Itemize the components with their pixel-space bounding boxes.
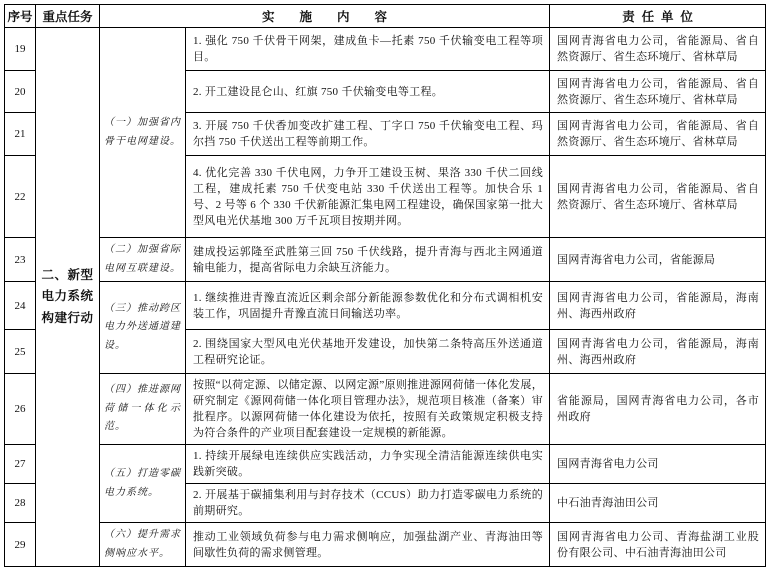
subtask-5-cell: （五）打造零碳电力系统。 [100,445,186,523]
row-23-number: 23 [5,238,36,282]
row-24-unit: 国网青海省电力公司，省能源局，海南州、海西州政府 [550,282,766,330]
table-row [5,28,766,71]
header-unit-label: 责任单位 [622,10,700,24]
table-row [5,374,766,445]
header-content-label: 实施内容 [262,10,413,24]
header-unit [550,5,766,28]
row-28-unit: 中石油青海油田公司 [550,484,766,523]
row-25-unit: 国网青海省电力公司，省能源局，海南州、海西州政府 [550,330,766,374]
header-no: 序号 [5,5,36,28]
row-27-content: 1. 持续开展绿电连续供应实践活动，力争实现全清洁能源连续供电实践新突破。 [186,445,550,484]
row-26-content: 按照“以荷定源、以储定源、以网定源”原则推进源网荷储一体化发展，研究制定《源网荷储一体化项目管理办法》，规范项目核准（备案）审批程序。以源网荷储一体化建设为依托，按照有关政策规定积极支持为符合条件的产业项目配套建设一定规模的新能源。 [186,374,550,445]
row-21-content: 3. 开展 750 千伏香加变改扩建工程、丁字口 750 千伏输变电工程、玛尔挡 750 千伏送出工程等前期工作。 [186,113,550,156]
row-26-number: 26 [5,374,36,445]
row-29-content: 推动工业领域负荷参与电力需求侧响应，加强盐湖产业、青海油田等间歇性负荷的需求侧管理。 [186,523,550,567]
row-25-content: 2. 围绕国家大型风电光伏基地开发建设，加快第二条特高压外送通道工程研究论证。 [186,330,550,374]
row-29-number: 29 [5,523,36,567]
row-25-number: 25 [5,330,36,374]
header-task: 重点任务 [36,5,100,28]
row-22-number: 22 [5,156,36,238]
subtask-6-cell: （六）提升需求侧响应水平。 [100,523,186,567]
row-29-unit: 国网青海省电力公司、青海盐湖工业股份有限公司、中石油青海油田公司 [550,523,766,567]
row-21-number: 21 [5,113,36,156]
row-26-unit: 省能源局，国网青海省电力公司，各市州政府 [550,374,766,445]
subtask-4-cell: （四）推进源网荷储一体化示范。 [100,374,186,445]
row-20-content: 2. 开工建设昆仑山、红旗 750 千伏输变电等工程。 [186,71,550,113]
row-27-unit: 国网青海省电力公司 [550,445,766,484]
row-19-unit: 国网青海省电力公司，省能源局、省自然资源厅、省生态环境厅、省林草局 [550,28,766,71]
row-21-unit: 国网青海省电力公司，省能源局、省自然资源厅、省生态环境厅、省林草局 [550,113,766,156]
header-row [5,5,766,28]
row-22-unit: 国网青海省电力公司，省能源局、省自然资源厅、省生态环境厅、省林草局 [550,156,766,238]
row-22-content: 4. 优化完善 330 千伏电网，力争开工建设玉树、果洛 330 千伏二回线工程，建成托素 750 千伏变电站 330 千伏送出工程等。加快合乐 1 号、2 号等 6 个 330 千伏新能源汇集电网工程建设，确保国家第一批大型风电光伏基地 300 万千瓦项目按期并网。 [186,156,550,238]
row-23-unit: 国网青海省电力公司，省能源局 [550,238,766,282]
subtask-3-cell: （三）推动跨区电力外送通道建设。 [100,282,186,374]
implementation-table [4,4,766,567]
table-row [5,523,766,567]
row-20-number: 20 [5,71,36,113]
subtask-2-cell: （二）加强省际电网互联建设。 [100,238,186,282]
row-19-content: 1. 强化 750 千伏骨干网架，建成鱼卡—托素 750 千伏输变电工程等项目。 [186,28,550,71]
header-content [100,5,550,28]
row-28-number: 28 [5,484,36,523]
row-20-unit: 国网青海省电力公司，省能源局、省自然资源厅、省生态环境厅、省林草局 [550,71,766,113]
row-28-content: 2. 开展基于碳捕集利用与封存技术（CCUS）助力打造零碳电力系统的前期研究。 [186,484,550,523]
row-23-content: 建成投运郭隆至武胜第三回 750 千伏线路，提升青海与西北主网通道输电能力，提高省际电力余缺互济能力。 [186,238,550,282]
task-group-cell: 二、新型电力系统构建行动 [36,28,100,567]
table-row [5,238,766,282]
subtask-1-cell: （一）加强省内骨干电网建设。 [100,28,186,238]
row-19-number: 19 [5,28,36,71]
row-24-content: 1. 继续推进青豫直流近区剩余部分新能源参数优化和分布式调相机安装工作，巩固提升青豫直流日间输送功率。 [186,282,550,330]
row-24-number: 24 [5,282,36,330]
row-27-number: 27 [5,445,36,484]
table-row [5,282,766,330]
table-row [5,445,766,484]
